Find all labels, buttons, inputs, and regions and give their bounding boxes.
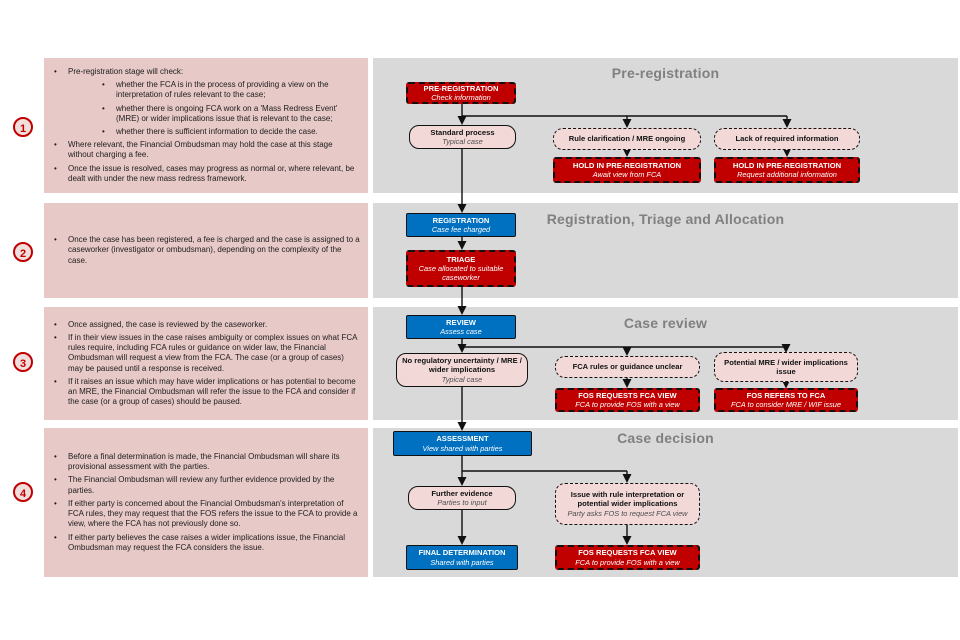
bullet-text: whether there is sufficient information to decide the case. — [116, 127, 318, 136]
bullet-text: Pre-registration stage will check: — [68, 66, 184, 76]
step-number-2: 2 — [13, 242, 33, 262]
bullet-marker: • — [54, 235, 57, 245]
flow-box-pre-registration — [406, 82, 516, 104]
bullet-item — [52, 333, 360, 374]
flow-box-standard-process — [409, 125, 516, 149]
box-subtitle: Request additional information — [737, 170, 837, 180]
bullet-marker: • — [54, 332, 57, 342]
box-title: FOS REQUESTS FCA VIEW — [578, 548, 677, 558]
bullet-text: Where relevant, the Financial Ombudsman may hold the case at this stage without charging a fee. — [68, 140, 333, 160]
flow-box-rule-clarification — [553, 128, 701, 150]
step-number-3: 3 — [13, 352, 33, 372]
flow-box-triage — [406, 250, 516, 287]
box-title: Rule clarification / MRE ongoing — [568, 134, 686, 144]
bullet-item — [52, 140, 360, 160]
bullet-marker: • — [102, 103, 105, 113]
flow-box-further-evidence — [408, 486, 516, 510]
bullet-text: Before a final determination is made, the Financial Ombudsman will share its provisional assessment with the parties. — [68, 451, 340, 472]
flow-box-issue-rule-interpretation — [555, 483, 700, 525]
box-title: Standard process — [430, 127, 495, 137]
bullet-item — [52, 475, 360, 495]
notes-panel-2 — [44, 203, 368, 298]
box-subtitle: Party asks FOS to request FCA view — [567, 508, 688, 518]
flow-box-hold-await-view — [553, 157, 701, 183]
bullet-item — [100, 104, 360, 124]
bullet-item — [52, 377, 360, 408]
bullet-text: If either party is concerned about the Financial Ombudsman's interpretation of FCA rules, they may request that the FOS refers the issue to the FCA to provide a view, where the FCA has not previously done so. — [68, 498, 358, 529]
flow-box-lack-of-information — [714, 128, 860, 150]
flow-box-assessment — [393, 431, 532, 456]
box-subtitle: Assess case — [440, 327, 482, 337]
box-subtitle: Case fee charged — [431, 225, 491, 235]
flow-box-review — [406, 315, 516, 339]
bullet-marker: • — [54, 376, 57, 386]
bullet-marker: • — [54, 319, 57, 329]
box-title: PRE-REGISTRATION — [423, 83, 499, 93]
stage-title-pre-registration: Pre-registration — [611, 65, 720, 81]
box-title: FOS REFERS TO FCA — [746, 390, 826, 400]
flow-box-final-determination — [406, 545, 518, 570]
flow-box-fca-rules-unclear — [555, 356, 700, 378]
box-title: HOLD IN PRE-REGISTRATION — [572, 160, 682, 170]
bullet-text: Once the case has been registered, a fee is charged and the case is assigned to a caseworker (investigator or ombudsman), depending on the complexity of the case. — [68, 235, 360, 265]
bullet-marker: • — [54, 163, 57, 173]
flow-box-hold-request-info — [714, 157, 860, 183]
bullet-marker: • — [54, 498, 57, 508]
box-subtitle: Parties to input — [437, 498, 487, 508]
bullet-item — [52, 320, 360, 330]
bullet-item — [100, 80, 360, 100]
notes-panel-4 — [44, 428, 368, 577]
bullet-item — [52, 533, 360, 553]
stage-title-case-decision: Case decision — [617, 430, 714, 446]
box-subtitle: FCA to consider MRE / WIF issue — [730, 400, 842, 410]
bullet-text: If either party believes the case raises a wider implications issue, the Financial Ombudsman may request the FCA considers the issue. — [68, 532, 346, 552]
box-title: FCA rules or guidance unclear — [572, 362, 683, 372]
box-subtitle: Shared with parties — [430, 557, 494, 567]
box-title: Lack of required information — [735, 134, 839, 144]
bullet-item — [52, 499, 360, 530]
bullet-item — [52, 235, 360, 266]
bullet-text: Once the issue is resolved, cases may progress as normal or, where relevant, be dealt with under the new mass redress framework. — [68, 163, 355, 183]
box-title: HOLD IN PRE-REGISTRATION — [732, 160, 842, 170]
notes-panel-3 — [44, 307, 368, 420]
box-title: FINAL DETERMINATION — [418, 548, 506, 558]
bullet-marker: • — [54, 140, 57, 150]
flow-box-fos-refers-to-fca — [714, 388, 858, 412]
bullet-text: If in their view issues in the case raises ambiguity or complex issues on what FCA rules require, including FCA rules or guidance on wider law, the Financial Ombudsman will request a view from the FCA. The case (or a group of cases) may be paused until a response is received. — [68, 332, 358, 373]
box-title: Issue with rule interpretation or potential wider implications — [570, 489, 685, 509]
bullet-marker: • — [102, 80, 105, 90]
bullet-item — [52, 164, 360, 184]
bullet-marker: • — [54, 66, 57, 76]
flow-box-no-regulatory-uncertainty — [396, 353, 528, 387]
box-title: FOS REQUESTS FCA VIEW — [578, 390, 677, 400]
box-subtitle: Await view from FCA — [592, 170, 662, 180]
flow-box-fos-requests-fca-view-review — [555, 388, 700, 412]
bullet-text: The Financial Ombudsman will review any further evidence provided by the parties. — [68, 475, 335, 495]
box-title: ASSESSMENT — [436, 434, 489, 444]
box-subtitle: FCA to provide FOS with a view — [575, 400, 680, 410]
bullet-item — [52, 67, 360, 77]
bullet-text: whether there is ongoing FCA work on a 'Mass Redress Event' (MRE) or wider implications issue that is relevant to the case; — [116, 103, 338, 123]
bullet-text: If it raises an issue which may have wider implications or has potential to become an MRE, the Financial Ombudsman will refer the issue to the FCA and consider if the case (or a group of cases) should be paused. — [68, 376, 356, 407]
box-subtitle: FCA to provide FOS with a view — [575, 557, 680, 567]
stage-title-registration: Registration, Triage and Allocation — [546, 211, 785, 227]
box-title: REVIEW — [446, 317, 476, 327]
box-title: Potential MRE / wider implications issue — [724, 357, 848, 376]
step-number-4: 4 — [13, 482, 33, 502]
box-subtitle: View shared with parties — [422, 443, 503, 453]
flow-box-fos-requests-fca-view-decision — [555, 545, 700, 570]
bullet-marker: • — [54, 451, 57, 461]
step-number-1: 1 — [13, 117, 33, 137]
bullet-marker: • — [54, 475, 57, 485]
box-subtitle: Typical case — [442, 137, 483, 147]
flow-box-potential-mre — [714, 352, 858, 382]
flow-box-registration — [406, 213, 516, 237]
bullet-item — [100, 127, 360, 137]
bullet-marker: • — [102, 127, 105, 136]
box-subtitle: Check information — [431, 93, 491, 103]
stage-title-case-review: Case review — [623, 315, 708, 331]
bullet-text: Once assigned, the case is reviewed by the caseworker. — [68, 319, 268, 329]
bullet-text: whether the FCA is in the process of providing a view on the interpretation of rules relevant to the case; — [116, 80, 329, 100]
box-subtitle: Case allocated to suitable caseworker — [418, 263, 504, 283]
box-title: Further evidence — [431, 488, 493, 498]
box-title: TRIAGE — [446, 254, 476, 264]
box-subtitle: Typical case — [441, 374, 483, 384]
bullet-item — [52, 452, 360, 472]
box-title: REGISTRATION — [432, 215, 490, 225]
notes-panel-1 — [44, 58, 368, 193]
box-title: No regulatory uncertainty / MRE / wider implications — [402, 355, 522, 375]
bullet-marker: • — [54, 532, 57, 542]
